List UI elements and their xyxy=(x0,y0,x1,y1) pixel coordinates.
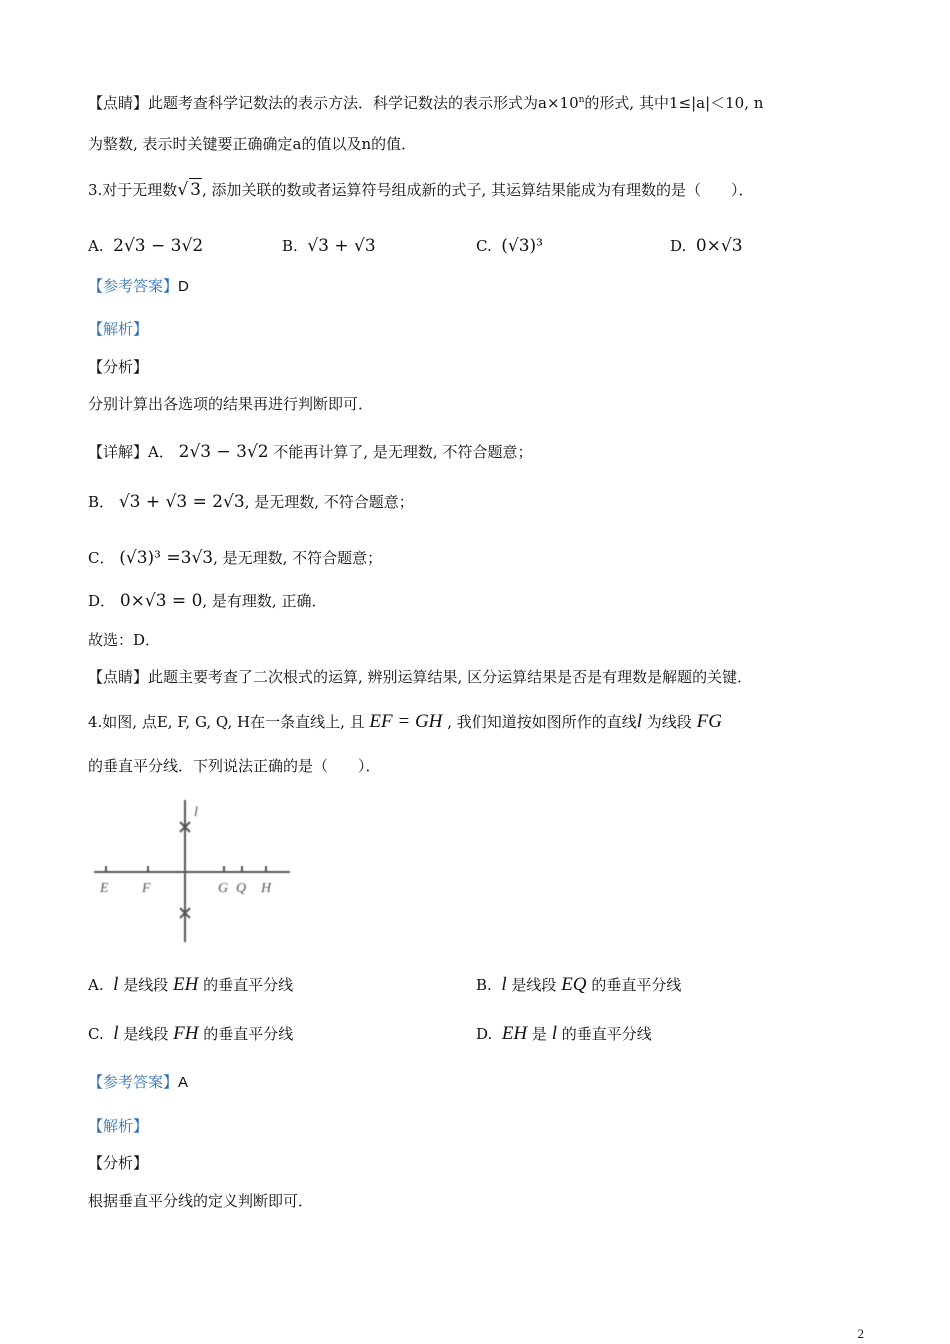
q4-option-b-text2: 的垂直平分线 xyxy=(591,976,682,994)
q3-answer-value: D xyxy=(178,278,189,295)
q4-answer-label: 【参考答案】 xyxy=(88,1073,179,1091)
q3-detail-c xyxy=(88,547,382,569)
page-number: 2 xyxy=(857,1326,864,1341)
q3-option-b xyxy=(282,235,376,257)
q3-detail-b-text: , 是无理数, 不符合题意； xyxy=(244,493,414,511)
q3-note-label: 【点睛】 xyxy=(88,668,149,686)
q3-detail-a xyxy=(88,441,532,463)
q4-stem-line1 xyxy=(88,711,722,733)
q4-option-a-var2: EH xyxy=(173,974,199,995)
q3-option-d xyxy=(670,235,743,257)
q3-option-d-expr: 0×√3 xyxy=(695,236,743,256)
q4-option-c-var2: FH xyxy=(173,1023,199,1044)
q3-detail-d-expr: 0×√3 = 0 xyxy=(119,591,203,611)
q3-detail-b-expr: √3 + √3 = 2√3 xyxy=(118,492,245,512)
q3-stem-prefix: 3.对于无理数 xyxy=(88,181,178,199)
q3-detail-d-letter: D． xyxy=(88,592,116,610)
q3-answer xyxy=(88,275,189,298)
q4-option-b xyxy=(476,974,681,996)
q3-detail-c-letter: C． xyxy=(88,549,115,567)
q4-option-d xyxy=(476,1023,652,1045)
q3-option-b-letter: B. xyxy=(282,237,298,255)
figure-label-e: E xyxy=(100,881,109,896)
q4-option-c-letter: C. xyxy=(88,1025,104,1043)
q4-option-d-var2: l xyxy=(551,1023,557,1044)
q2-note-text2: 的形式, 其中1≤|a|＜10, n xyxy=(584,94,764,112)
q3-detail-a-expr: 2√3 − 3√2 xyxy=(178,442,269,462)
q4-option-b-var1: l xyxy=(501,974,507,995)
q3-note-text: 此题主要考查了二次根式的运算, 辨别运算结果, 区分运算结果是否是有理数是解题的关键． xyxy=(148,668,753,686)
q4-answer xyxy=(88,1071,188,1094)
figure-label-q: Q xyxy=(236,881,247,896)
q4-option-a-var1: l xyxy=(113,974,119,995)
q3-detail-d xyxy=(88,590,326,612)
q4-stem-fg: FG xyxy=(696,711,722,732)
q4-option-b-text1: 是线段 xyxy=(511,976,557,994)
figure-label-g: G xyxy=(218,881,229,896)
figure-label-h: H xyxy=(261,881,272,896)
q3-option-a-expr: 2√3 − 3√2 xyxy=(113,236,204,256)
q4-fenxi: 根据垂直平分线的定义判断即可． xyxy=(88,1192,314,1210)
q4-stem-line2: 的垂直平分线．下列说法正确的是（ ）． xyxy=(88,757,381,775)
q4-option-d-letter: D. xyxy=(476,1025,493,1043)
q2-note-label: 【点睛】 xyxy=(88,94,149,112)
q3-detail-a-text: 不能再计算了, 是无理数, 不符合题意； xyxy=(273,443,533,461)
q3-option-a xyxy=(88,235,203,257)
q2-note-line1 xyxy=(88,89,763,114)
q4-option-d-var1: EH xyxy=(501,1023,528,1044)
q3-option-c xyxy=(476,235,543,257)
q3-fenxi-label: 【分析】 xyxy=(88,358,149,376)
q4-option-a-letter: A. xyxy=(88,976,104,994)
q4-answer-value: A xyxy=(178,1074,189,1091)
q3-choose: 故选：D． xyxy=(88,631,161,649)
q4-option-a-text1: 是线段 xyxy=(123,976,169,994)
q4-stem-l: l xyxy=(636,711,643,732)
q3-analysis-label: 【解析】 xyxy=(88,320,149,338)
q4-option-c-text2: 的垂直平分线 xyxy=(203,1025,294,1043)
q3-stem-suffix: , 添加关联的数或者运算符号组成新的式子, 其运算结果能成为有理数的是（ ）． xyxy=(201,181,754,199)
q4-fenxi-label: 【分析】 xyxy=(88,1154,149,1172)
q4-analysis-label: 【解析】 xyxy=(88,1117,149,1135)
q3-option-c-letter: C. xyxy=(476,237,492,255)
q4-stem-prefix: 4.如图, 点E, F, G, Q, H在一条直线上, 且 xyxy=(88,713,365,731)
q3-option-b-expr: √3 + √3 xyxy=(307,236,376,256)
q3-detail-c-text: , 是无理数, 不符合题意； xyxy=(213,549,383,567)
q3-detail-b-letter: B． xyxy=(88,493,115,511)
q3-stem xyxy=(88,178,754,201)
q4-figure xyxy=(90,796,300,946)
q4-stem-mid: , 我们知道按如图所作的直线 xyxy=(447,713,637,731)
q4-option-c xyxy=(88,1023,293,1045)
q3-detail-label: 【详解】A． xyxy=(88,443,174,461)
q4-option-c-text1: 是线段 xyxy=(123,1025,169,1043)
q3-detail-c-expr: (√3)³ =3√3 xyxy=(119,548,214,568)
q3-fenxi: 分别计算出各选项的结果再进行判断即可． xyxy=(88,395,374,413)
q4-option-d-text2: 的垂直平分线 xyxy=(561,1025,652,1043)
q2-note-text1: 此题考查科学记数法的表示方法．科学记数法的表示形式为a×10 xyxy=(148,94,579,112)
q4-option-a-text2: 的垂直平分线 xyxy=(203,976,294,994)
q3-detail-b xyxy=(88,491,414,513)
q4-option-d-text1: 是 xyxy=(531,1025,547,1043)
q3-answer-label: 【参考答案】 xyxy=(88,277,179,295)
q3-stem-radicand: 3 xyxy=(190,180,201,200)
q3-note xyxy=(88,666,752,688)
figure-label-l: l xyxy=(194,805,198,820)
q2-note-line2: 为整数, 表示时关键要正确确定a的值以及n的值． xyxy=(88,135,417,153)
q2-note-sup: n xyxy=(578,95,585,105)
q4-option-c-var1: l xyxy=(113,1023,119,1044)
q4-stem-mid2: 为线段 xyxy=(646,713,692,731)
q3-option-a-letter: A. xyxy=(88,237,104,255)
q4-stem-eq: EF = GH xyxy=(369,711,443,732)
q4-option-b-letter: B. xyxy=(476,976,492,994)
q4-option-b-var2: EQ xyxy=(561,974,587,995)
figure-label-f: F xyxy=(142,881,151,896)
q3-detail-d-text: , 是有理数, 正确． xyxy=(202,592,327,610)
q3-option-c-expr: (√3)³ xyxy=(501,236,543,256)
q3-option-d-letter: D. xyxy=(670,237,687,255)
q4-option-a xyxy=(88,974,293,996)
radical-icon: √ xyxy=(177,180,189,200)
